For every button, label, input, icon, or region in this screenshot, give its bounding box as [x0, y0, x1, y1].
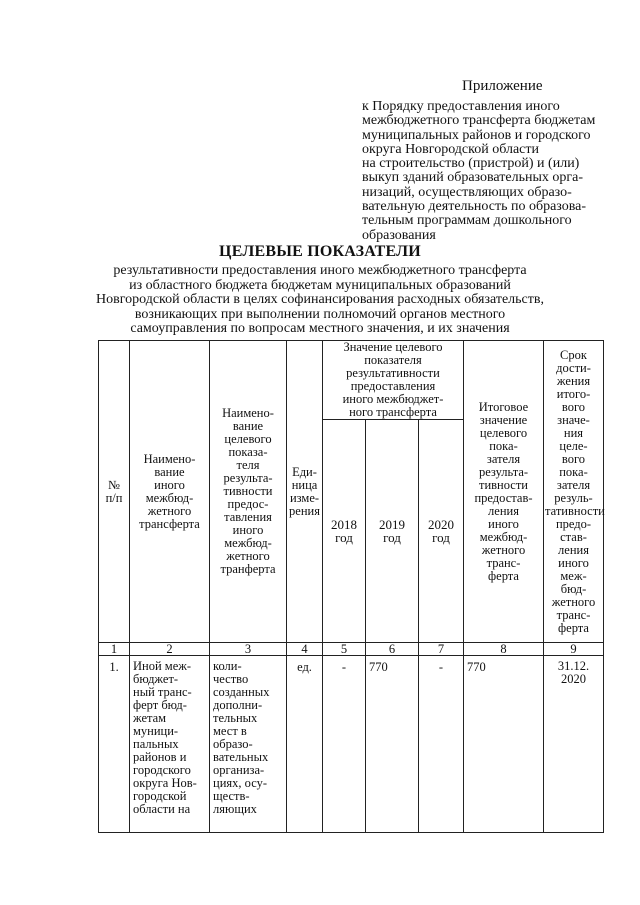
column-number: 8 — [464, 643, 544, 656]
cell-text-line: вание — [232, 419, 264, 433]
cell-text-line: ществ- — [213, 789, 250, 803]
cell-text-line: дости- — [556, 360, 591, 375]
appendix-line: округа Новгородской области — [362, 141, 540, 157]
column-number: 2 — [130, 643, 210, 656]
cell-text-line: ный транс- — [133, 685, 192, 699]
cell-text-line: пока- — [489, 438, 518, 453]
cell-text-line: значе- — [557, 412, 590, 427]
cell-text-line: рения — [289, 503, 320, 518]
document-title: ЦЕЛЕВЫЕ ПОКАЗАТЕЛИ — [219, 243, 421, 260]
document-subtitle — [0, 264, 640, 337]
header-year-2018 — [323, 420, 366, 643]
header-unit — [287, 341, 323, 643]
cell-text-line: дополни- — [213, 698, 263, 712]
subtitle-line: результативности предоставления иного межбюджетного трансферта — [113, 263, 527, 278]
appendix-line: образования — [362, 227, 436, 243]
cell-text-line: созданных — [213, 685, 270, 699]
cell-text-line: Наимено- — [222, 406, 274, 420]
cell-text-line: предо- — [555, 516, 592, 531]
cell-text-line: предоставления — [350, 379, 436, 393]
header-transfer-name — [130, 341, 210, 643]
cell-text-line: тативности — [545, 503, 605, 518]
cell-text-line: меж- — [560, 568, 587, 583]
cell-text-line: муници- — [133, 724, 179, 738]
cell-text-line: целевого — [479, 425, 528, 440]
cell-text-line: иного — [232, 523, 264, 537]
header-indicator-name — [210, 341, 287, 643]
cell-text-line: межбюд- — [224, 536, 272, 550]
row-number: 1. — [99, 656, 130, 833]
cell-text-line: тельных — [213, 711, 258, 725]
row-value-2020: - — [419, 656, 464, 833]
cell-text-line: иного — [488, 516, 519, 531]
row-total-value: 770 — [464, 656, 544, 833]
cell-text-line: став- — [560, 529, 587, 544]
cell-text-line: иного — [154, 477, 185, 492]
appendix-line: вательную деятельность по образова- — [362, 199, 587, 215]
cell-text-line: коли- — [213, 659, 242, 673]
header-year-2020 — [419, 420, 464, 643]
cell-text-line: 2019 — [379, 517, 405, 532]
row-unit: ед. — [287, 656, 323, 833]
cell-text-line: Наимено- — [143, 451, 196, 466]
cell-text-line: п/п — [105, 490, 123, 505]
header-year-2019 — [366, 420, 419, 643]
header-total-value — [464, 341, 544, 643]
column-number: 4 — [287, 643, 323, 656]
cell-text-line: вание — [154, 464, 185, 479]
cell-text-line: вательных — [213, 750, 269, 764]
cell-text-line: ния — [563, 425, 584, 440]
cell-text-line: тивности — [478, 477, 528, 492]
cell-text-line: области на — [133, 802, 191, 816]
cell-text-line: ляющих — [213, 802, 257, 816]
cell-text-line: зателя — [486, 451, 521, 466]
cell-text-line: транс- — [556, 607, 591, 622]
cell-text-line: межбюд- — [479, 529, 528, 544]
cell-text-line: резуль- — [554, 490, 593, 505]
row-transfer-name — [130, 656, 210, 833]
cell-text-line: округа Нов- — [133, 776, 197, 790]
subtitle-line: Новгородской области в целях софинансирования расходных обязательств, — [96, 292, 544, 308]
column-number: 3 — [210, 643, 287, 656]
column-number: 7 — [419, 643, 464, 656]
cell-text-line: пальных — [133, 737, 179, 751]
appendix-line: межбюджетного трансферта бюджетам — [362, 113, 596, 129]
cell-text-line: тавления — [224, 510, 272, 524]
cell-text-line: Значение целевого — [343, 340, 443, 354]
appendix-line: выкуп зданий образовательных орга- — [362, 170, 583, 186]
cell-text-line: 2020 — [428, 517, 454, 532]
cell-text-line: циях, осу- — [213, 776, 267, 790]
row-indicator-name — [210, 656, 287, 833]
cell-text-line: жетного — [551, 594, 596, 609]
cell-text-line: 2020 — [561, 672, 586, 686]
cell-text-line: трансферта — [139, 516, 200, 531]
table-row — [99, 656, 604, 833]
appendix-line: тельным программам дошкольного — [362, 213, 572, 229]
row-value-2018: - — [323, 656, 366, 833]
cell-text-line: показа- — [228, 445, 268, 459]
cell-text-line: вого — [561, 451, 586, 466]
column-number: 5 — [323, 643, 366, 656]
cell-text-line: год — [335, 530, 353, 545]
cell-text-line: тивности — [223, 484, 273, 498]
subtitle-line: самоуправления по вопросам местного значения, и их значения — [130, 321, 510, 337]
cell-text-line: № — [108, 477, 120, 492]
cell-text-line: жетного — [147, 503, 192, 518]
indicators-table — [98, 340, 604, 833]
appendix-text — [362, 100, 622, 243]
cell-text-line: Иной меж- — [133, 659, 192, 673]
cell-text-line: результативности — [346, 366, 440, 380]
cell-text-line: жетного — [481, 542, 526, 557]
header-indicator-values — [323, 341, 464, 420]
cell-text-line: районов и — [133, 750, 187, 764]
cell-text-line: теля — [236, 458, 260, 472]
cell-text-line: городского — [133, 763, 191, 777]
cell-text-line: иного — [558, 555, 589, 570]
cell-text-line: ферта — [488, 568, 519, 583]
column-number-row — [99, 643, 604, 656]
cell-text-line: ного трансферта — [349, 405, 437, 419]
cell-text-line: городской — [133, 789, 187, 803]
cell-text-line: предостав- — [474, 490, 533, 505]
cell-text-line: целевого — [224, 432, 272, 446]
column-number: 9 — [544, 643, 604, 656]
subtitle-line: возникающих при выполнении полномочий органов местного — [134, 306, 506, 322]
header-deadline — [544, 341, 604, 643]
cell-text-line: бюд- — [560, 581, 587, 596]
cell-text-line: транс- — [486, 555, 521, 570]
cell-text-line: результа- — [478, 464, 529, 479]
cell-text-line: ница — [291, 477, 318, 492]
cell-text-line: Срок — [560, 347, 587, 362]
cell-text-line: предос- — [227, 497, 269, 511]
cell-text-line: иного межбюджет- — [342, 392, 444, 406]
appendix-line: к Порядку предоставления иного — [362, 99, 560, 114]
cell-text-line: Итоговое — [478, 399, 529, 414]
cell-text-line: год — [432, 530, 450, 545]
row-value-2019: 770 — [366, 656, 419, 833]
cell-text-line: результа- — [223, 471, 273, 485]
cell-text-line: организа- — [213, 763, 265, 777]
cell-text-line: мест в — [213, 724, 247, 738]
cell-text-line: зателя — [556, 477, 591, 492]
cell-text-line: межбюд- — [145, 490, 194, 505]
cell-text-line: 31.12. — [557, 659, 590, 673]
row-deadline — [544, 656, 604, 833]
cell-text-line: жетного — [226, 549, 270, 563]
cell-text-line: чество — [213, 672, 249, 686]
cell-text-line: ления — [558, 542, 589, 557]
column-number: 6 — [366, 643, 419, 656]
appendix-line: на строительство (пристрой) и (или) — [362, 156, 580, 172]
subtitle-line: из областного бюджета бюджетам муниципальных образований — [129, 277, 511, 293]
cell-text-line: итого- — [556, 386, 591, 401]
cell-text-line: пока- — [559, 464, 588, 479]
column-number: 1 — [99, 643, 130, 656]
cell-text-line: 2018 — [331, 517, 357, 532]
cell-text-line: ферта — [558, 620, 589, 635]
appendix-line: муниципальных районов и городского — [362, 127, 591, 143]
appendix-line: низаций, осуществляющих образо- — [362, 184, 572, 200]
cell-text-line: образо- — [213, 737, 253, 751]
appendix-label: Приложение — [462, 78, 543, 94]
cell-text-line: показателя — [364, 353, 422, 367]
cell-text-line: вого — [561, 399, 586, 414]
cell-text-line: жетам — [133, 711, 167, 725]
cell-text-line: изме- — [289, 490, 320, 505]
cell-text-line: Еди- — [292, 464, 317, 479]
cell-text-line: транферта — [220, 562, 276, 576]
cell-text-line: год — [383, 530, 401, 545]
cell-text-line: бюджет- — [133, 672, 179, 686]
header-num — [99, 341, 130, 643]
cell-text-line: значение — [479, 412, 528, 427]
cell-text-line: ления — [488, 503, 519, 518]
cell-text-line: ферт бюд- — [133, 698, 187, 712]
cell-text-line: целе- — [559, 438, 588, 453]
cell-text-line: жения — [556, 373, 591, 388]
